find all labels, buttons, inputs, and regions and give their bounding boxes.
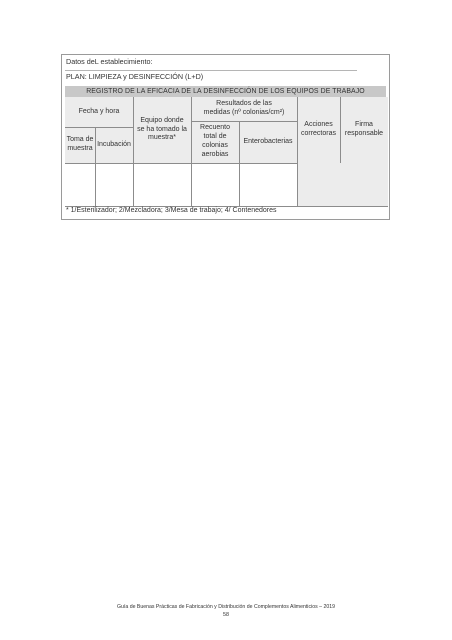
header-corrective-actions: Acciones correctoras — [297, 97, 340, 163]
footnote: * 1/Esterilizador; 2/Mezcladora; 3/Mesa de trabajo; 4/ Contenedores — [66, 207, 277, 214]
grid-line — [191, 121, 297, 122]
header-enterobacteria: Enterobacterias — [239, 121, 297, 163]
entry-row — [65, 163, 297, 206]
header-date-time: Fecha y hora — [65, 97, 133, 127]
grid-line — [191, 97, 192, 206]
establishment-label: Datos deL establecimiento: — [66, 57, 153, 66]
header-sample-taken: Toma de muestra — [65, 127, 95, 163]
registration-form — [61, 54, 390, 220]
header-results: Resultados de las medidas (nº colonias/cm²) — [191, 97, 297, 121]
header-equipment: Equipo donde se ha tomado la muestra* — [133, 97, 191, 163]
grid-line — [133, 97, 134, 206]
header-incubation: Incubación — [95, 127, 133, 163]
register-table — [65, 97, 386, 206]
page-number: 58 — [223, 612, 229, 618]
register-title: REGISTRO DE LA EFICACIA DE LA DESINFECCIÓN DE LOS EQUIPOS DE TRABAJO — [65, 86, 386, 97]
grid-line — [239, 121, 240, 206]
header-responsible-signature: Firma responsable — [340, 97, 388, 163]
entry-row-shaded — [297, 163, 388, 206]
grid-line — [65, 127, 133, 128]
plan-label: PLAN: LIMPIEZA y DESINFECCIÓN (L+D) — [66, 72, 204, 81]
establishment-underline — [65, 70, 357, 71]
header-aerobic-count: Recuento total de colonias aerobias — [191, 121, 239, 163]
grid-line — [95, 127, 96, 206]
page-footer: Guía de Buenas Prácticas de Fabricación y Distribución de Complementos Alimenticios – 2019 — [117, 604, 335, 610]
grid-line — [340, 97, 341, 163]
grid-line — [65, 163, 297, 164]
grid-line — [297, 97, 298, 206]
